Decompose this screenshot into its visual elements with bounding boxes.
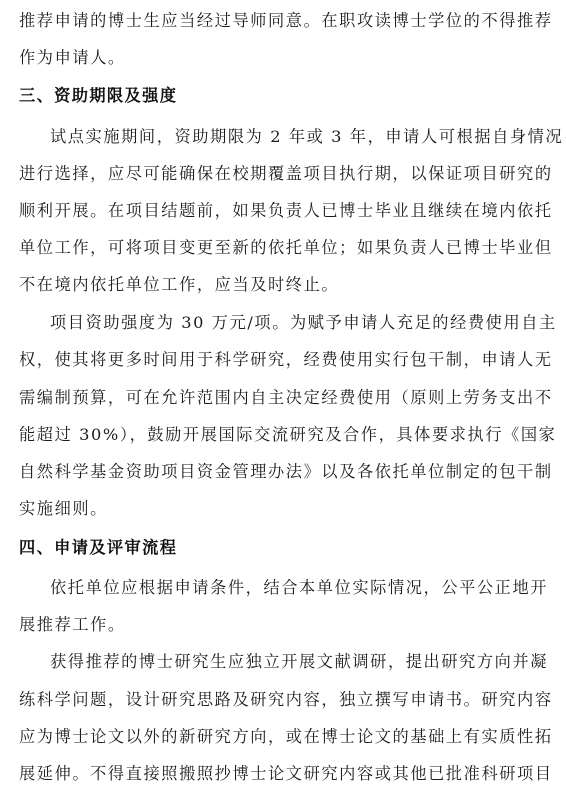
body-text-line: 需编制预算，可在允许范围内自主决定经费使用（原则上劳务支出不 xyxy=(19,388,553,407)
body-text-line: 获得推荐的博士研究生应独立开展文献调研，提出研究方向并凝 xyxy=(50,652,549,671)
body-text-line: 练科学问题，设计研究思路及研究内容，独立撰写申请书。研究内容 xyxy=(19,690,553,709)
body-text-line: 试点实施期间，资助期限为 2 年或 3 年，申请人可根据自身情况 xyxy=(50,127,564,146)
body-text-line: 应为博士论文以外的新研究方向，或在博士论文的基础上有实质性拓 xyxy=(19,727,553,746)
body-text-line: 自然科学基金资助项目资金管理办法》以及各依托单位制定的包干制 xyxy=(19,462,553,481)
body-text-line: 依托单位应根据申请条件，结合本单位实际情况，公平公正地开 xyxy=(50,578,549,597)
section-heading-4: 四、申请及评审流程 xyxy=(19,538,178,557)
body-text-line: 不在境内依托单位工作，应当及时终止。 xyxy=(19,275,340,294)
section-heading-3: 三、资助期限及强度 xyxy=(19,86,178,105)
body-text-line: 权，使其将更多时间用于科学研究，经费使用实行包干制，申请人无 xyxy=(19,350,553,369)
body-text-line: 展推荐工作。 xyxy=(19,615,126,634)
body-text-line: 推荐申请的博士生应当经过导师同意。在职攻读博士学位的不得推荐 xyxy=(19,11,553,30)
body-text-line: 进行选择，应尽可能确保在校期覆盖项目执行期，以保证项目研究的 xyxy=(19,164,553,183)
body-text-line: 顺利开展。在项目结题前，如果负责人已博士毕业且继续在境内依托 xyxy=(19,201,553,220)
body-text-line: 能超过 30%），鼓励开展国际交流研究及合作，具体要求执行《国家 xyxy=(19,425,557,444)
body-text-line: 作为申请人。 xyxy=(19,48,126,67)
body-text-line: 实施细则。 xyxy=(19,499,108,518)
body-text-line: 展延伸。不得直接照搬照抄博士论文研究内容或其他已批准科研项目 xyxy=(19,764,553,783)
body-text-line: 项目资助强度为 30 万元/项。为赋予申请人充足的经费使用自主 xyxy=(50,313,557,332)
body-text-line: 单位工作，可将项目变更至新的依托单位；如果负责人已博士毕业但 xyxy=(19,238,553,257)
